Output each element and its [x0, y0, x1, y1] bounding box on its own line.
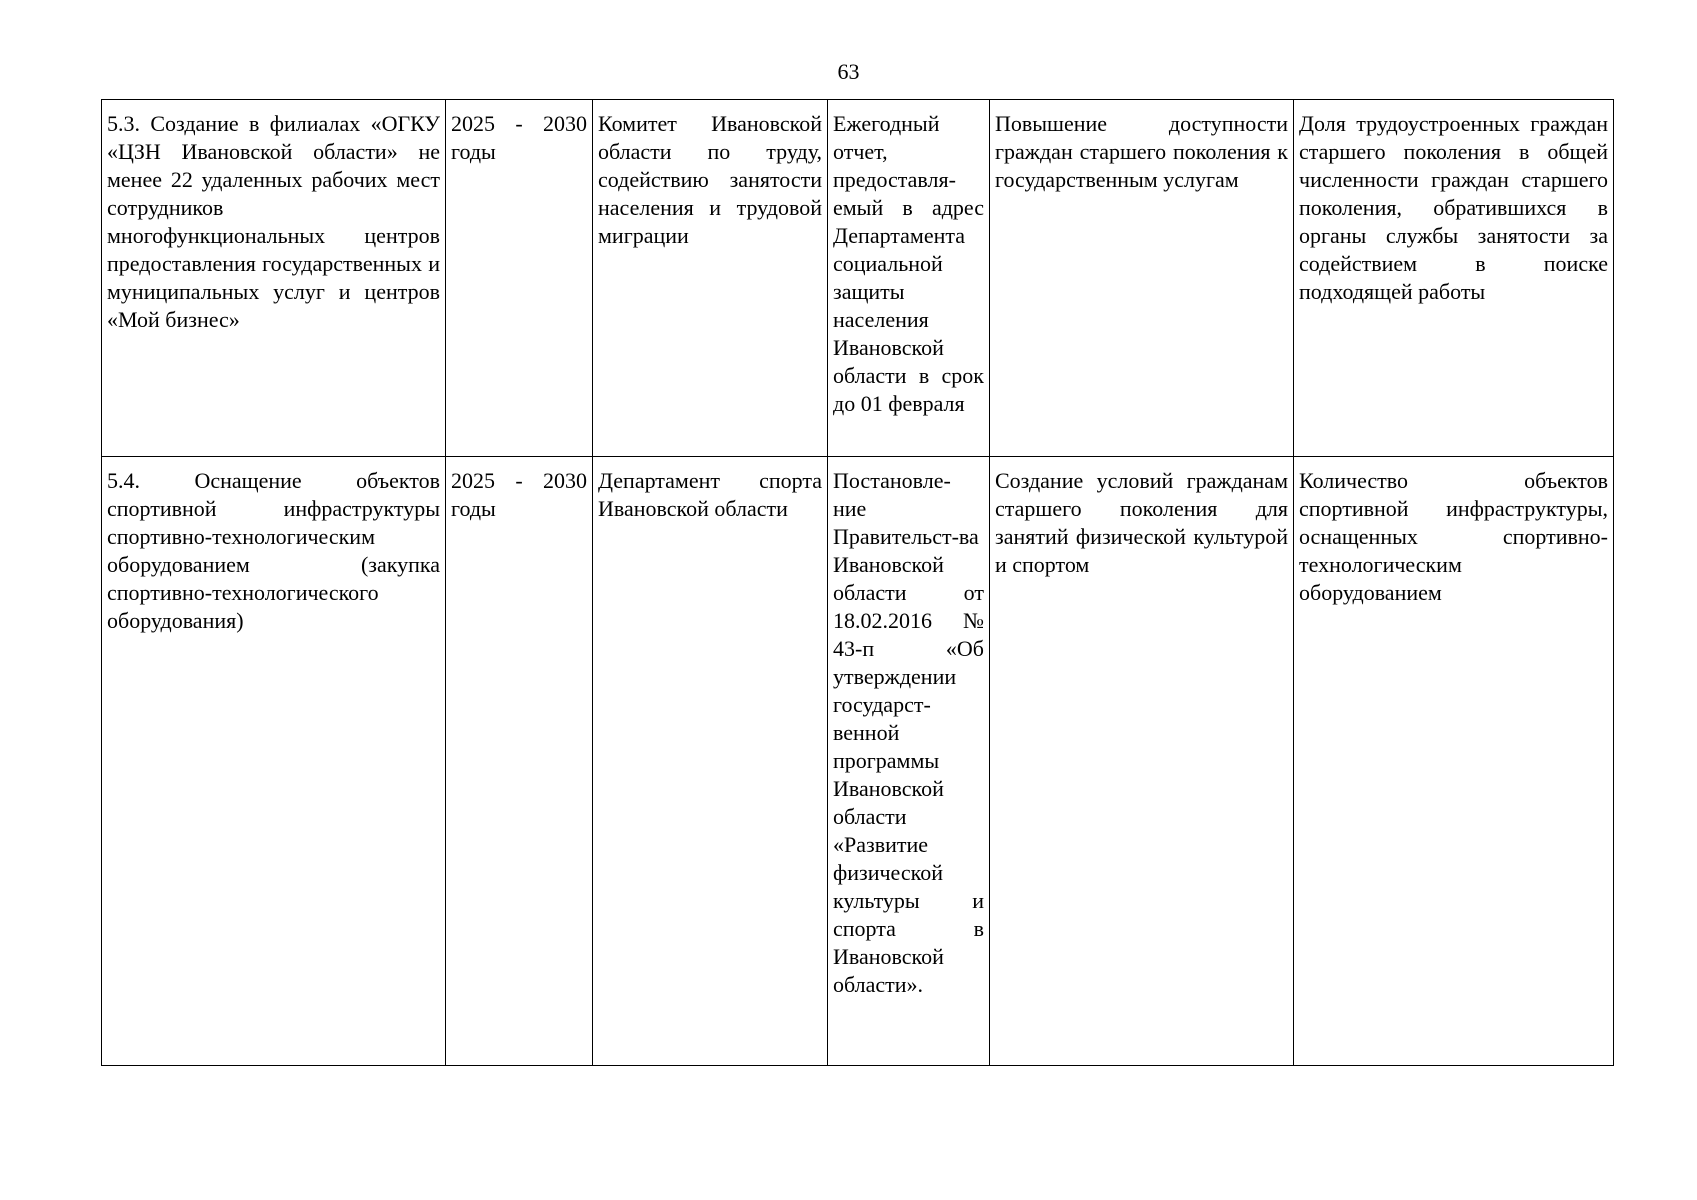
executor-cell: Комитет Ивановской области по труду, содействию занятости населения и трудовой миграции — [593, 100, 828, 457]
indicator-cell: Количество объектов спортивной инфраструктуры, оснащенных спортивно-технологическим оборудованием — [1294, 457, 1614, 1066]
executor-cell: Департамент спорта Ивановской области — [593, 457, 828, 1066]
table-row — [102, 100, 1614, 457]
period-cell: 2025 - 2030 годы — [446, 100, 593, 457]
measures-table — [101, 99, 1614, 1066]
table-row — [102, 457, 1614, 1066]
page-number: 63 — [837, 59, 860, 84]
measure-cell: 5.4. Оснащение объектов спортивной инфраструктуры спортивно-технологическим оборудованием (закупка спортивно-технологического оборудования) — [102, 457, 446, 1066]
document-cell: Ежегодный отчет, предоставля-емый в адрес Департамента социальной защиты населения Ивановской области в срок до 01 февраля — [828, 100, 990, 457]
measure-cell: 5.3. Создание в филиалах «ОГКУ «ЦЗН Ивановской области» не менее 22 удаленных рабочих мест сотрудников многофункциональных центров предоставления государственных и муниципальных услуг и центров «Мой бизнес» — [102, 100, 446, 457]
period-cell: 2025 - 2030 годы — [446, 457, 593, 1066]
result-cell: Создание условий гражданам старшего поколения для занятий физической культурой и спортом — [990, 457, 1294, 1066]
indicator-cell: Доля трудоустроенных граждан старшего поколения в общей численности граждан старшего поколения, обратившихся в органы службы занятости за содействием в поиске подходящей работы — [1294, 100, 1614, 457]
result-cell: Повышение доступности граждан старшего поколения к государственным услугам — [990, 100, 1294, 457]
document-cell: Постановле-ние Правительст-ва Ивановской области от 18.02.2016 № 43-п «Об утверждении государст-венной программы Ивановской области «Развитие физической культуры и спорта в Ивановской области». — [828, 457, 990, 1066]
